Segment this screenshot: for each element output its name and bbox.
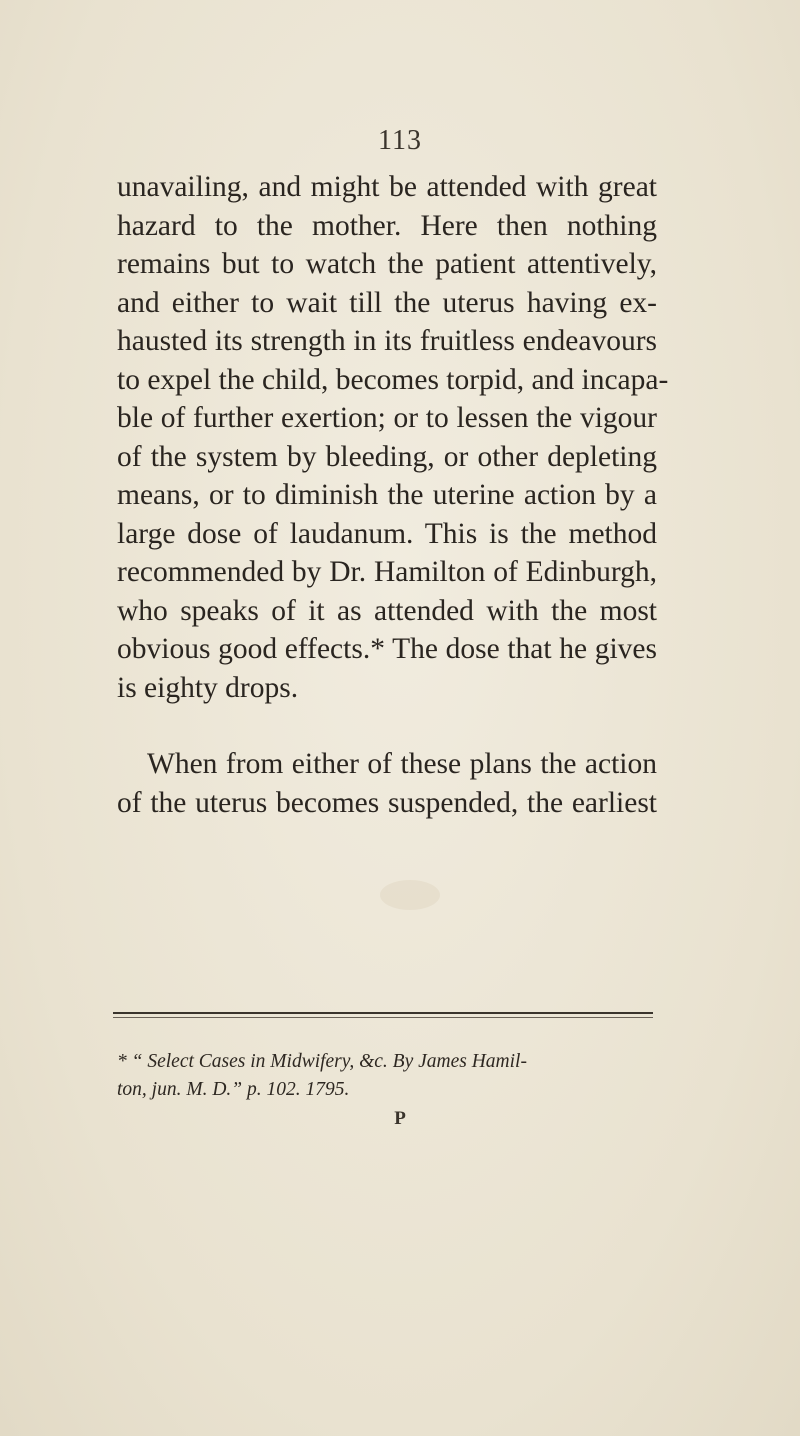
text-line: means, or to diminish the uterine action by a (117, 479, 657, 511)
text-line: of the uterus becomes suspended, the earliest (117, 786, 657, 819)
footnote-rule-thin (113, 1017, 653, 1018)
text-line: who speaks of it as attended with the most (117, 594, 657, 627)
footnote-rule (113, 1012, 653, 1014)
text-line: hazard to the mother. Here then nothing (117, 209, 657, 242)
footnote-line: * “ Select Cases in Midwifery, &c. By James Hamil- (117, 1051, 527, 1072)
paragraph-gap (117, 707, 657, 745)
page-number: 113 (378, 125, 422, 156)
text-line: to expel the child, becomes torpid, and incapa- (117, 363, 669, 396)
text-line: large dose of laudanum. This is the method (117, 517, 657, 550)
text-line: recommended by Dr. Hamilton of Edinburgh, (117, 556, 657, 588)
text-line: hausted its strength in its fruitless endeavours (117, 325, 657, 357)
text-line: and either to wait till the uterus having ex- (117, 286, 657, 319)
text-line: is eighty drops. (117, 671, 299, 704)
text-line: obvious good effects.* The dose that he gives (117, 633, 657, 665)
main-text (117, 168, 669, 822)
footnote (117, 1048, 657, 1104)
text-line: When from either of these plans the action (147, 748, 657, 780)
signature-mark: P (394, 1108, 406, 1129)
text-line: remains but to watch the patient attentively, (117, 248, 657, 280)
footnote-line: ton, jun. M. D.” p. 102. 1795. (117, 1079, 350, 1100)
text-line: ble of further exertion; or to lessen the vigour (117, 402, 657, 434)
text-line: unavailing, and might be attended with great (117, 171, 657, 203)
paper-stain (380, 880, 440, 910)
text-line: of the system by bleeding, or other depleting (117, 440, 657, 473)
